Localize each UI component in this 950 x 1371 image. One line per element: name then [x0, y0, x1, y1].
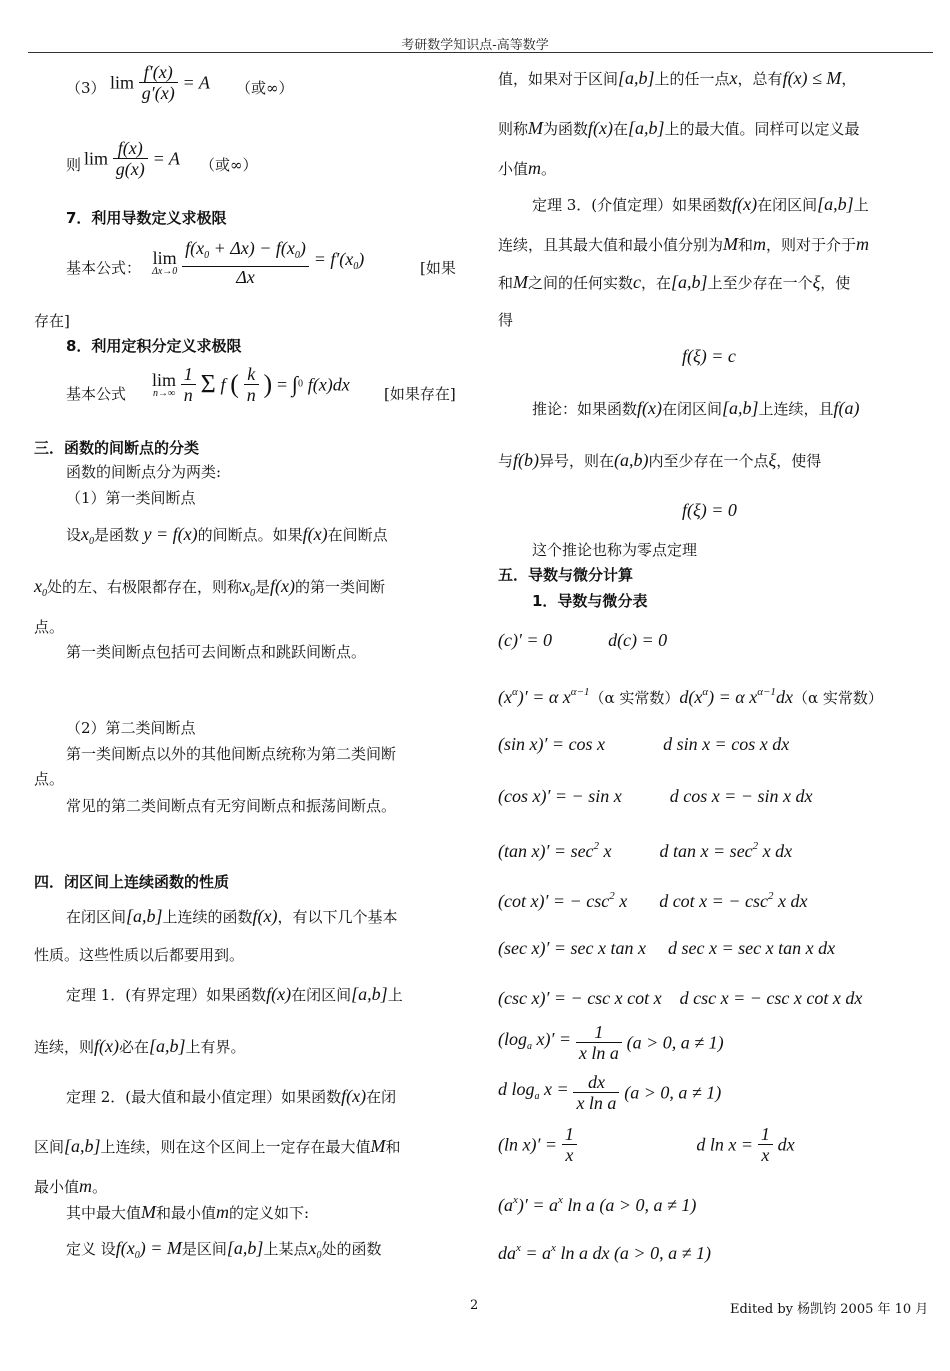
derivative-row-sec: (sec x)′ = sec x tan x d sec x = sec x tan x dx [498, 938, 836, 958]
section-7-heading: 7．利用导数定义求极限 [66, 209, 227, 227]
derivative-row-tan: (tan $x)' = \sec^2 x$ d $\tan x = \sec^2 x$ dx [498, 840, 793, 861]
s8-if-exists: [如果存在] [384, 385, 456, 403]
theorem-3-line-2: 连续，且其最大值和最小值分别为M和m，则对于介于m [498, 234, 870, 254]
definition-line-2: 值，如果对于区间[a,b]上的任一点x，总有f(x) ≤ M， [498, 68, 857, 88]
derivative-row-constant: (c)′ = 0 d(c) = 0 [498, 630, 668, 650]
section-8-heading: 8．利用定积分定义求极限 [66, 337, 242, 355]
corollary-line-1: 推论：如果函数f(x)在闭区间[a,b]上连续，且f(a) [532, 398, 860, 418]
theorem-1-line-1: 定理 1．(有界定理）如果函数f(x)在闭区间[a,b]上 [66, 984, 403, 1004]
theorem-3-line-1: 定理 3．(介值定理）如果函数f(x)在闭区间[a,b]上 [532, 194, 869, 214]
definition-line-3: 则称M为函数f(x)在[a,b]上的最大值。同样可以定义最 [498, 118, 860, 138]
sec3-paragraph-4: 常见的第二类间断点有无穷间断点和振荡间断点。 [66, 797, 397, 815]
sec3-paragraph-3-line-2: 点。 [34, 770, 65, 788]
differential-row-log: d $\log_a x$ = $\frac{dx}{\text{x ln a}}$ (a > 0, a ≠ 1) [498, 1072, 722, 1113]
derivative-row-ln: (ln x)′ = $\frac{1}{x}$ d ln x = $\frac{1}{x}$ dx [498, 1124, 795, 1165]
derivative-row-power: $(x^\alpha)' = \alpha$ $x^{\alpha-1}(\alpha$ 实常数）$d(x^\alpha) = \alpha$ $x^{\alpha-1}dx(\alpha$ 实常数） [498, 686, 883, 707]
derivative-row-sin: (sin x)′ = cos x d sin x = cos x dx [498, 734, 790, 754]
corollary-line-2: 与f(b)异号，则在(a,b)内至少存在一个点ξ，使得 [498, 450, 822, 470]
page-number: 2 [470, 1298, 479, 1313]
section-5-subheading: 1．导数与微分表 [532, 592, 648, 610]
differential-row-exp: $da^x = a^x$ ln a dx (a > 0, a ≠ 1) [498, 1242, 711, 1263]
condition-3-or: （或∞） [236, 79, 294, 97]
formula-integral-def: lim n→∞ $\frac{1}{n}$ Σ f ( $\frac{k}{n}$ ) = ∫0 f(x)dx [152, 364, 350, 405]
section-3-heading: 三．函数的间断点的分类 [34, 439, 200, 457]
theorem-1-line-2: 连续，则f(x)必在[a,b]上有界。 [34, 1036, 246, 1056]
section-5-heading: 五．导数与微分计算 [498, 566, 634, 584]
sec4-paragraph-line-2: 性质。这些性质以后都要用到。 [34, 946, 245, 964]
definition-line-4: 小值m。 [498, 158, 557, 178]
theorem-2-line-1: 定理 2．(最大值和最小值定理）如果函数f(x)在闭 [66, 1086, 397, 1106]
theorem-3-line-4: 得 [498, 311, 514, 329]
corollary-note: 这个推论也称为零点定理 [532, 541, 698, 559]
then-text: 则 [66, 156, 82, 174]
formula-lhopital-cond: lim $\frac{f'(x)}{g'(x)}$ = A [110, 62, 210, 103]
s7-if-exists-a: [如果 [420, 259, 456, 277]
condition-3: （3） [66, 79, 106, 97]
formula-zero-theorem: f(ξ) = 0 [682, 500, 737, 520]
section-4-heading: 四．闭区间上连续函数的性质 [34, 873, 230, 891]
formula-derivative-def: lim Δx→0 $\frac{f(x_0 + \Delta x) - f(x_0)}{\Delta x}$ = $f'(x_0)$ [152, 238, 365, 287]
sec3-paragraph-1-line-1: 设$x_0$是函数 y = f(x)的间断点。如果f(x)在间断点 [66, 524, 388, 547]
sec3-paragraph-1-line-2: $x_0$处的左、右极限都存在，则称$x_0$是f(x)的第一类间断 [34, 576, 386, 599]
sec3-paragraph-1-line-3: 点。 [34, 618, 65, 636]
formula-ivt: f(ξ) = c [682, 346, 736, 366]
derivative-row-cos: (cos x)′ = − sin x d cos x = − sin x dx [498, 786, 813, 806]
derivative-row-log: ($\log_a$ x)′ = $\frac{1}{\text{x ln a}}$ (a > 0, a ≠ 1) [498, 1022, 724, 1063]
sec3-type2-title: （2）第二类间断点 [66, 719, 196, 737]
sec3-type1-title: （1）第一类间断点 [66, 489, 196, 507]
header-rule [28, 52, 933, 53]
theorem-3-line-3: 和M之间的任何实数c，在[a,b]上至少存在一个ξ，使 [498, 272, 851, 292]
sec3-intro: 函数的间断点分为两类: [66, 463, 222, 481]
then-or: （或∞） [200, 156, 258, 174]
page-header: 考研数学知识点-高等数学 [401, 38, 549, 53]
footer-credit: Edited by 杨凯钧 2005 年 10 月 [730, 1302, 929, 1317]
definition-line-1: 定义 设$f(x_0) = M$是区间[a,b]上某点$x_0$处的函数 [66, 1238, 382, 1261]
derivative-row-cot: (cot x)′ = − $\csc^2 x$ d cot x = − $\csc^2 x$ dx [498, 890, 808, 911]
theorem-2-line-2: 区间[a,b]上连续，则在这个区间上一定存在最大值M和 [34, 1136, 401, 1156]
sec3-paragraph-3-line-1: 第一类间断点以外的其他间断点统称为第二类间断 [66, 745, 397, 763]
sec3-paragraph-2: 第一类间断点包括可去间断点和跳跃间断点。 [66, 643, 367, 661]
derivative-row-csc: (csc x)′ = − csc x cot x d csc x = − csc x cot x dx [498, 988, 863, 1008]
theorem-2-line-3: 最小值m。 [34, 1176, 108, 1196]
s7-formula-label: 基本公式： [66, 259, 142, 277]
derivative-row-exp: $(a^x)' = a^x$ ln a (a > 0, a ≠ 1) [498, 1194, 697, 1215]
formula-lhopital-result: lim $\frac{f(x)}{g(x)}$ = A [84, 138, 180, 179]
s8-formula-label: 基本公式 [66, 385, 127, 403]
definition-intro: 其中最大值M和最小值m的定义如下: [66, 1202, 310, 1222]
s7-if-exists-b: 存在] [34, 312, 70, 330]
sec4-paragraph-line-1: 在闭区间[a,b]上连续的函数f(x)，有以下几个基本 [66, 906, 398, 926]
